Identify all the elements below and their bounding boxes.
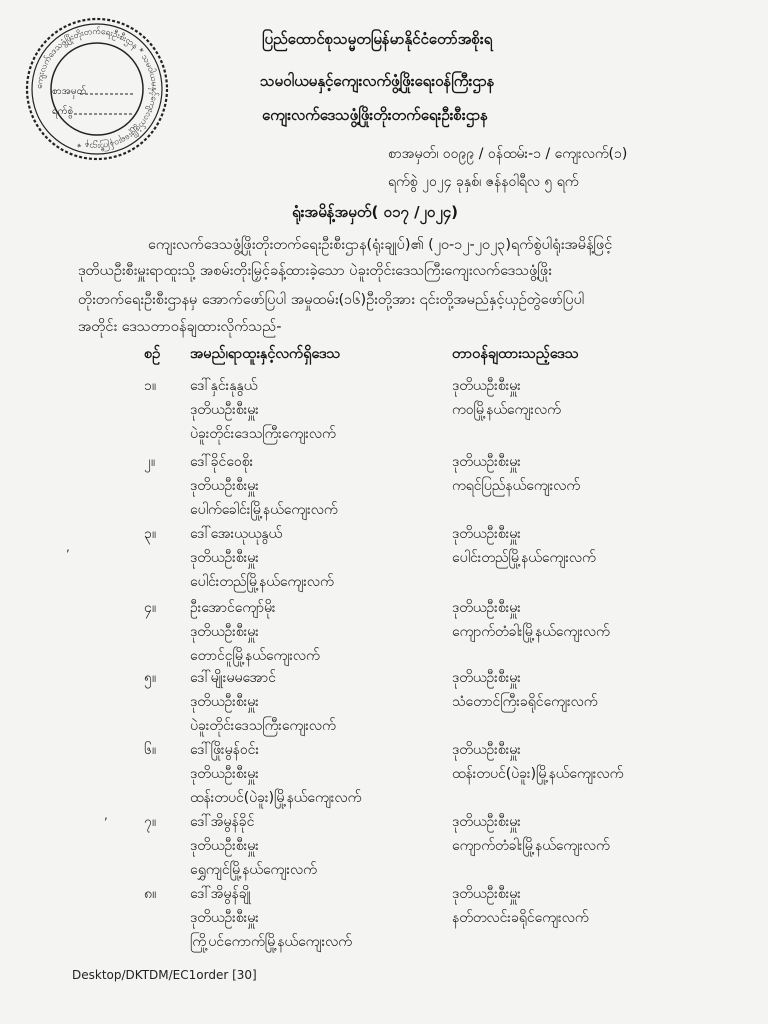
row-number: ၇။ <box>144 814 157 830</box>
row-new-location: ထန်းတပင်(ပဲခူး)မြို့နယ်ကျေးလက် <box>452 766 624 782</box>
order-title: ရုံးအမိန့်အမှတ်( ၀၁၇ /၂၀၂၄) <box>292 203 459 221</box>
official-stamp <box>22 14 172 164</box>
row-rank: ဒုတိယဦးစီးမှူး <box>190 766 259 782</box>
row-new-rank: ဒုတိယဦးစီးမှူး <box>452 526 521 542</box>
row-number: ၂။ <box>144 454 156 470</box>
row-new-rank: ဒုတိယဦးစီးမှူး <box>452 600 521 616</box>
row-name: ဒေါ်နှင်းနုနွယ် <box>190 378 258 394</box>
header-government: ပြည်ထောင်စုသမ္မတမြန်မာနိုင်ငံတော်အစိုးရ <box>262 30 493 48</box>
row-rank: ဒုတိယဦးစီးမှူး <box>190 478 259 494</box>
row-name: ဒေါ်အိမွန်ခိုင် <box>190 814 255 830</box>
row-new-location: သံတောင်ကြီးခရိုင်ကျေးလက် <box>452 694 598 710</box>
column-header-name: အမည်၊ရာထူးနှင့်လက်ရှိဒေသ <box>190 346 341 362</box>
row-rank: ဒုတိယဦးစီးမှူး <box>190 402 259 418</box>
row-number: ၁။ <box>144 378 157 394</box>
column-header-assigned: တာဝန်ချထားသည့်ဒေသ <box>452 346 579 362</box>
header-department: ကျေးလက်ဒေသဖွံ့ဖြိုးတိုးတက်ရေးဦးစီးဌာန <box>262 106 488 124</box>
row-rank: ဒုတိယဦးစီးမှူး <box>190 838 259 854</box>
row-new-location: ကျောက်တံခါးမြို့နယ်ကျေးလက် <box>452 624 610 640</box>
row-number: ၅။ <box>144 670 157 686</box>
row-current-location: ပေါက်ခေါင်းမြို့နယ်ကျေးလက် <box>190 502 338 518</box>
row-current-location: ကြို့ပင်ကောက်မြို့နယ်ကျေးလက် <box>190 934 352 950</box>
row-name: ဒေါ်ဖြိုးမွန်ဝင်း <box>190 742 260 758</box>
row-new-rank: ဒုတိယဦးစီးမှူး <box>452 378 521 394</box>
body-line-4: အတိုင်း ဒေသတာဝန်ချထားလိုက်သည်- <box>78 319 282 335</box>
row-new-location: ကရင်ပြည်နယ်ကျေးလက် <box>452 478 581 494</box>
row-current-location: ပေါင်းတည်မြို့နယ်ကျေးလက် <box>190 574 334 590</box>
row-new-rank: ဒုတိယဦးစီးမှူး <box>452 742 521 758</box>
header-ministry: သမဝါယမနှင့်ကျေးလက်ဖွံ့ဖြိုးရေးဝန်ကြီးဌာန <box>260 72 495 90</box>
row-rank: ဒုတိယဦးစီးမှူး <box>190 624 259 640</box>
stamp-ring-text: ကျေးလက်ဒေသဖွံ့ဖြိုးတိုးတက်ရေးဦးစီးဌာန * သမဝါယမနှင့်ကျေးလက်ဖွံ့ဖြိုးရေးဝန်ကြီးဌာန * <box>34 26 160 152</box>
row-number: ၄။ <box>144 600 157 616</box>
scan-mark: , <box>104 808 108 822</box>
row-new-location: ကျောက်တံခါးမြို့နယ်ကျေးလက် <box>452 838 610 854</box>
row-number: ၃။ <box>144 526 157 542</box>
stamp-seal-icon <box>22 14 172 164</box>
row-new-location: ကဝမြို့နယ်ကျေးလက် <box>452 402 561 418</box>
body-line-2: ဒုတိယဦးစီးမှူးရာထူးသို့ အစမ်းတိုးမြှင့်ခန့်ထားခဲ့သော ပဲခူးတိုင်းဒေသကြီးကျေးလက်ဒေသဖွံ့ဖြိုး <box>78 263 552 279</box>
column-header-no: စဉ် <box>144 346 161 362</box>
row-new-rank: ဒုတိယဦးစီးမှူး <box>452 814 521 830</box>
row-name: ဒေါ်အေးယုယုနွယ် <box>190 526 283 542</box>
row-rank: ဒုတိယဦးစီးမှူး <box>190 910 259 926</box>
stamp-date-label: ရက်စွဲ <box>52 106 74 117</box>
row-name: ဒေါ်အိမွန်ချို <box>190 886 251 902</box>
row-current-location: ပဲခူးတိုင်းဒေသကြီးကျေးလက် <box>190 426 336 442</box>
row-current-location: ရွှေကျင်မြို့နယ်ကျေးလက် <box>190 862 317 878</box>
body-line-3: တိုးတက်ရေးဦးစီးဌာနမှ အောက်ဖော်ပြပါ အမှုထမ်း(၁၆)ဦးတို့အား ၎င်းတို့အမည်နှင့်ယှဉ်တွဲဖော်ပြပါ <box>78 292 585 308</box>
row-new-rank: ဒုတိယဦးစီးမှူး <box>452 670 521 686</box>
row-number: ၆။ <box>144 742 157 758</box>
row-name: ဒေါ်မျိုးမမအောင် <box>190 670 276 686</box>
body-line-1: ကျေးလက်ဒေသဖွံ့ဖြိုးတိုးတက်ရေးဦးစီးဌာန(ရုံးချုပ်)၏ (၂၀-၁၂-၂၀၂၃)ရက်စွဲပါရုံးအမိန့်ဖြင့် <box>148 237 613 253</box>
stamp-ref-label: စာအမှတ် <box>52 86 87 97</box>
reference-date: ရက်စွဲ ၂၀၂၄ ခုနှစ်၊ ဇန်နဝါရီလ ၅ ရက် <box>388 174 579 190</box>
row-current-location: ထန်းတပင်(ပဲခူး)မြို့နယ်ကျေးလက် <box>190 790 362 806</box>
row-current-location: ပဲခူးတိုင်းဒေသကြီးကျေးလက် <box>190 718 336 734</box>
reference-number: စာအမှတ်၊ ၀၀၉၉ / ဝန်ထမ်း-၁ / ကျေးလက်(၁) <box>388 146 628 162</box>
row-name: ဦးအောင်ကျော်မိုး <box>190 600 276 616</box>
row-new-rank: ဒုတိယဦးစီးမှူး <box>452 454 521 470</box>
row-new-location: နတ်တလင်းခရိုင်ကျေးလက် <box>452 910 589 926</box>
row-number: ၈။ <box>144 886 157 902</box>
row-rank: ဒုတိယဦးစီးမှူး <box>190 694 259 710</box>
file-path-footer: Desktop/DKTDM/EC1order [30] <box>72 968 257 982</box>
row-current-location: တောင်ငူမြို့နယ်ကျေးလက် <box>190 648 320 664</box>
row-new-rank: ဒုတိယဦးစီးမှူး <box>452 886 521 902</box>
row-name: ဒေါ်ခိုင်ဝေစိုး <box>190 454 254 470</box>
scan-mark: , <box>66 540 70 554</box>
row-rank: ဒုတိယဦးစီးမှူး <box>190 550 259 566</box>
row-new-location: ပေါင်းတည်မြို့နယ်ကျေးလက် <box>452 550 596 566</box>
